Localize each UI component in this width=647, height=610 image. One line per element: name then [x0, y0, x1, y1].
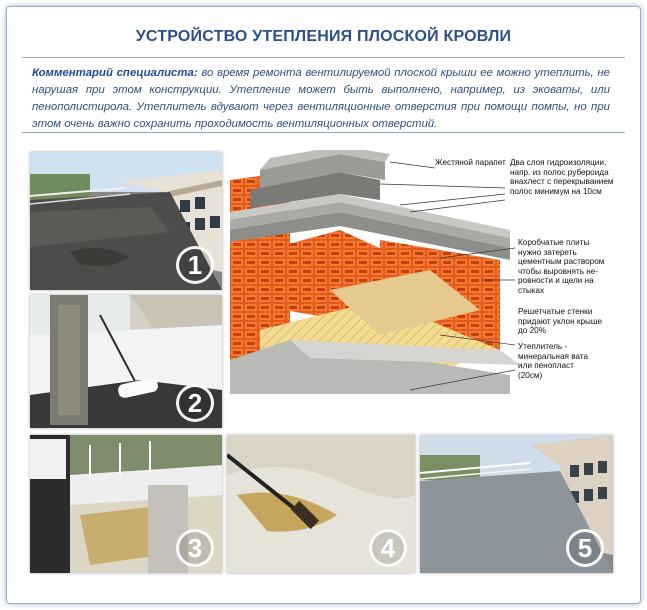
photo-2-roller-primer: [30, 295, 222, 428]
page-title: УСТРОЙСТВО УТЕПЛЕНИЯ ПЛОСКОЙ КРОВЛИ: [135, 28, 512, 45]
label-waterproofing: Два слоя гидроизоляции, напр. из полос рубероида внахлест с перекрыванием полос минимум на 10см: [510, 158, 614, 196]
comment-lead: Комментарий специалиста:: [32, 67, 198, 79]
divider-top: [22, 57, 625, 58]
roof-section-diagram: [230, 150, 618, 394]
photo-4-squeegee: [227, 435, 415, 573]
photo-5-number: 5: [566, 529, 604, 567]
label-walls: Решетчатые стенки придают уклон крыше до 20%: [518, 307, 603, 336]
label-parapet: Жестяной парапет: [435, 158, 506, 167]
photo-3-number: 3: [176, 529, 214, 567]
photo-3-worker-coating: [30, 435, 222, 573]
photo-1-number: 1: [176, 246, 214, 284]
divider-bottom: [22, 132, 625, 133]
label-insulation: Утеплитель - минеральная вата или пенопласт (20см): [518, 342, 589, 380]
photo-2-number: 2: [176, 384, 214, 422]
label-slabs: Коробчатые плиты нужно затереть цементным раствором чтобы выровнять не- ровности и щели на стыках: [518, 238, 605, 295]
comment-text: во время ремонта вентилируемой плоской крыши ее можно утеплить, не нарушая при этом конструкции. Утепление может быть выполнено, например, из эковаты, или пенополистирола. Утеплитель вдувают через вентиляционные отверстия при помощи помпы, но при этом очень важно сохранить проходимость вентиляционных отверстий.: [32, 67, 610, 130]
photo-4-number: 4: [369, 529, 407, 567]
photo-1-old-roof: [30, 152, 222, 290]
expert-comment: [32, 65, 610, 133]
photo-5-finished-roof: [420, 435, 613, 573]
